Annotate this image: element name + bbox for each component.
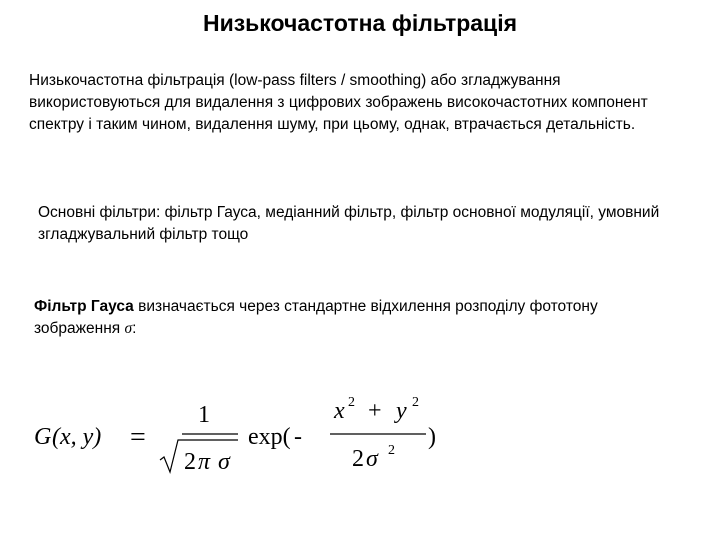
formula-den1-pi: π [198, 449, 211, 475]
page-title: Низькочастотна фільтрація [202, 10, 517, 36]
formula-den2-sigma: σ [366, 446, 378, 472]
formula-num2-x: x [334, 398, 345, 424]
gauss-term: Фільтр Гауса [34, 298, 134, 315]
intro-paragraph: Низькочастотна фільтрація (low-pass filters / smoothing) або згладжування використовуються для видалення з цифрових зображень високочастотних компонент спектру і таким чином, видалення шуму, при цьому, однак, втрачається детальність. [29, 72, 648, 133]
gauss-text: визначається через стандартне відхилення розподілу фототону зображення [34, 298, 598, 337]
formula-den1-two: 2 [184, 449, 196, 475]
formula-svg [30, 388, 470, 480]
formula-den2-exp: 2 [388, 443, 395, 458]
formula-num1: 1 [198, 402, 210, 428]
formula-g: G [34, 424, 52, 450]
gauss-paragraph [34, 296, 634, 340]
formula-args: (x, y) [52, 424, 102, 450]
formula-exp: exp( [248, 424, 291, 450]
formula-den2-two: 2 [352, 446, 364, 472]
formula-plus: + [368, 398, 382, 424]
gauss-colon: : [132, 320, 137, 337]
filters-paragraph: Основні фільтри: фільтр Гауса, медіанний фільтр, фільтр основної модуляції, умовний згладжувальний фільтр тощо [38, 204, 660, 243]
formula-equals: = [130, 422, 146, 453]
formula-close: ) [428, 424, 436, 450]
formula-num2-y-exp: 2 [412, 395, 419, 410]
formula-minus: - [294, 424, 302, 450]
formula-den1-sigma: σ [218, 449, 230, 475]
formula-num2-y: y [396, 398, 407, 424]
formula-num2-x-exp: 2 [348, 395, 355, 410]
gaussian-formula [30, 388, 470, 480]
sigma-symbol: σ [124, 320, 133, 337]
